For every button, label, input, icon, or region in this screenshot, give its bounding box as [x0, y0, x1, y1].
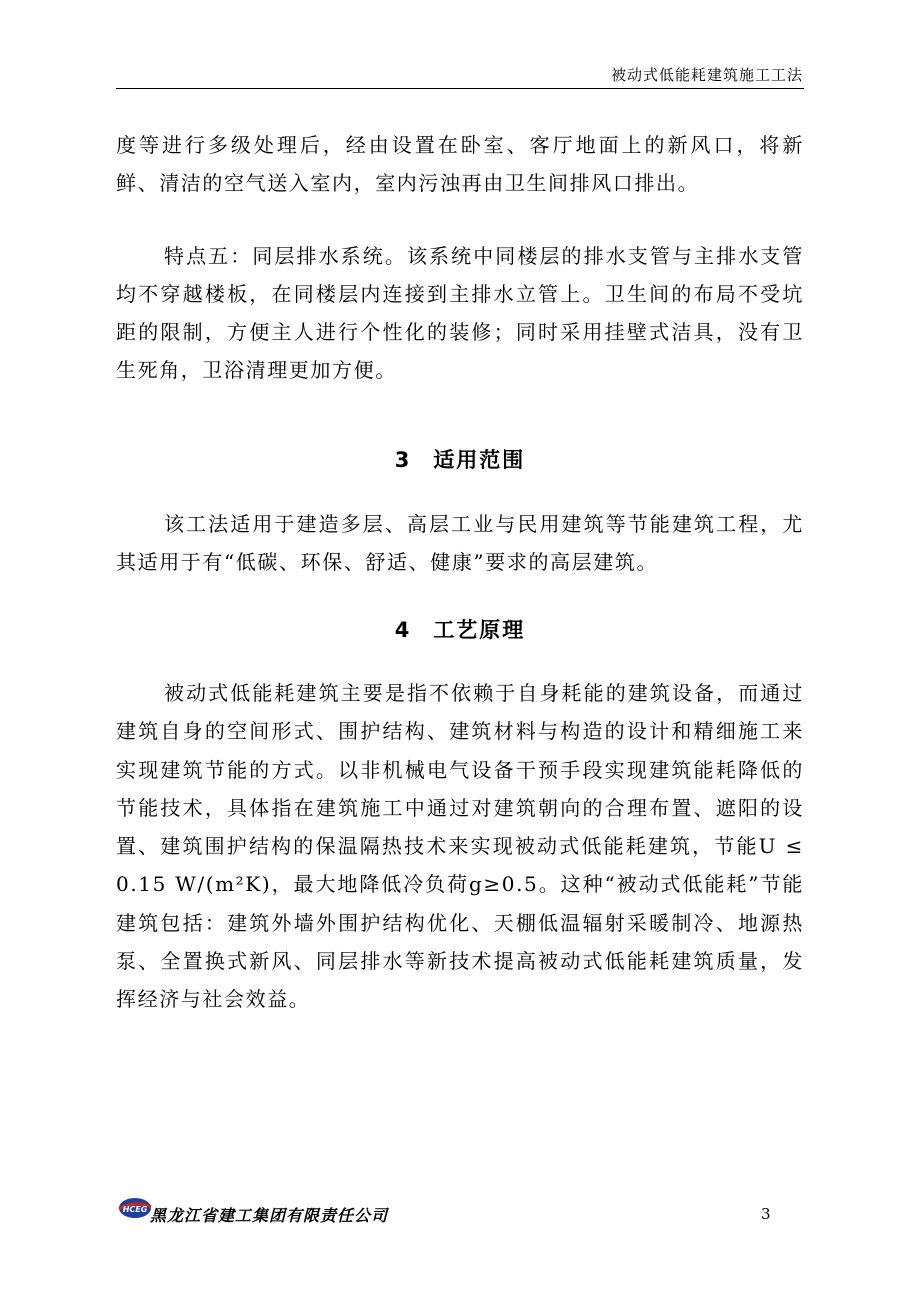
footer-company-name: 黑龙江省建工集团有限责任公司: [150, 1206, 389, 1225]
section-title: 工艺原理: [433, 618, 526, 642]
section-title: 适用范围: [433, 448, 526, 472]
paragraph-continued: 度等进行多级处理后，经由设置在卧室、客厅地面上的新风口，将新鲜、清洁的空气送入室内，室内污浊再由卫生间排风口排出。: [116, 133, 804, 195]
section-number: 4: [394, 618, 412, 642]
section-heading-scope: [116, 444, 804, 474]
header-divider: [116, 88, 804, 89]
logo-text: HCEG: [122, 1205, 148, 1214]
paragraph-feature-five: 特点五：同层排水系统。该系统中同楼层的排水支管与主排水支管均不穿越楼板，在同楼层内连接到主排水立管上。卫生间的布局不受坑距的限制，方便主人进行个性化的装修；同时采用挂壁式洁具，没有卫生死角，卫浴清理更加方便。: [116, 244, 804, 382]
page-number: 3: [761, 1205, 771, 1223]
paragraph-scope: 该工法适用于建造多层、高层工业与民用建筑等节能建筑工程，尤其适用于有“低碳、环保、舒适、健康”要求的高层建筑。: [116, 512, 804, 574]
running-header: 被动式低能耗建筑施工工法: [610, 66, 803, 84]
section-heading-principle: [116, 614, 804, 644]
company-logo-icon: [118, 1197, 152, 1219]
paragraph-principle: 被动式低能耗建筑主要是指不依赖于自身耗能的建筑设备，而通过建筑自身的空间形式、围护结构、建筑材料与构造的设计和精细施工来实现建筑节能的方式。以非机械电气设备干预手段实现建筑能耗降低的节能技术，具体指在建筑施工中通过对建筑朝向的合理布置、遮阳的设置、建筑围护结构的保温隔热技术来实现被动式低能耗建筑，节能U ≤ 0.15 W/(m²K)，最大地降低冷负荷g≥0.5。这种“被动式低能耗”节能建筑包括：建筑外墙外围护结构优化、天棚低温辐射采暖制冷、地源热泵、全置换式新风、同层排水等新技术提高被动式低能耗建筑质量，发挥经济与社会效益。: [116, 681, 804, 1012]
section-number: 3: [394, 448, 412, 472]
